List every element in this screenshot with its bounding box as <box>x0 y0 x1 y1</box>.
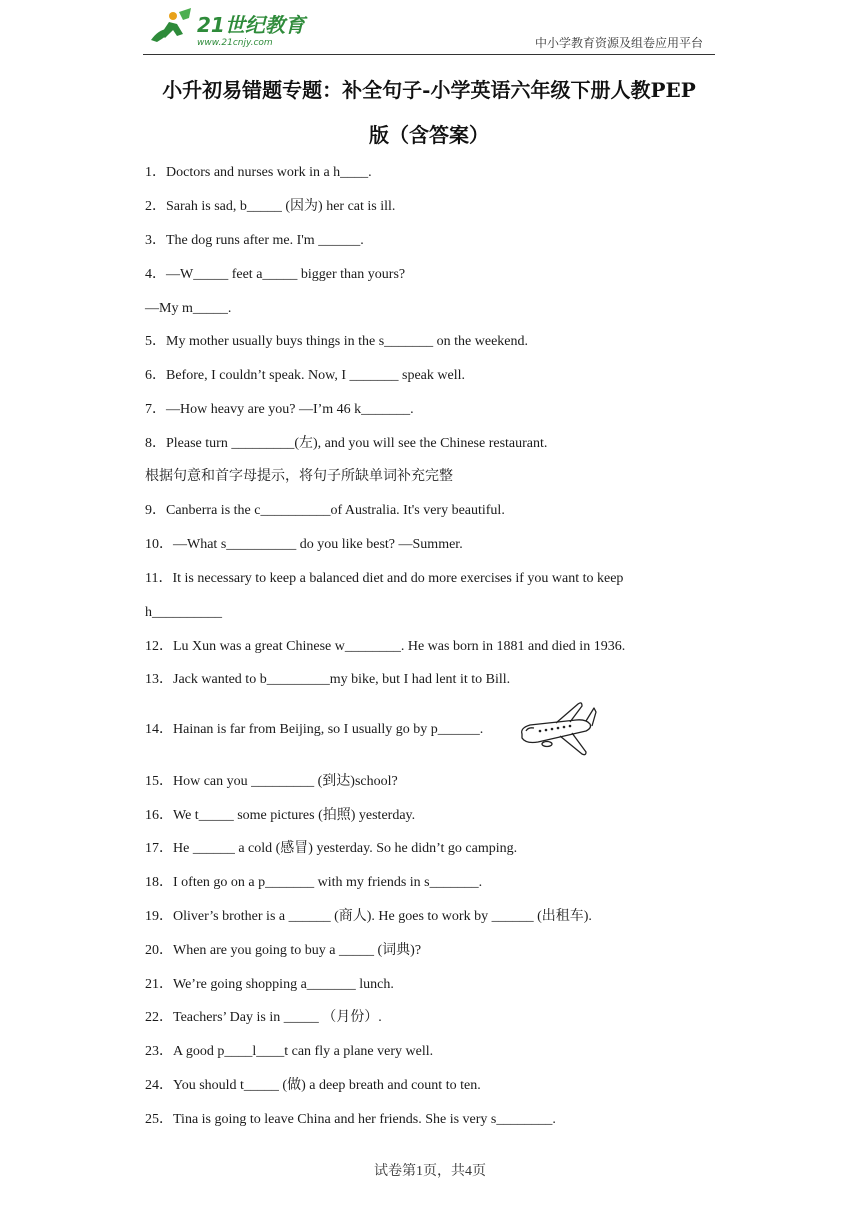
question-15: 15．How can you _________ (到达)school? <box>145 774 398 789</box>
question-13: 13．Jack wanted to b_________my bike, but I had lent it to Bill. <box>145 672 511 687</box>
site-logo <box>143 6 313 50</box>
question-20: 20．When are you going to buy a _____ (词典)? <box>145 943 422 958</box>
question-6: 6．Before, I couldn’t speak. Now, I _______ speak well. <box>145 368 465 383</box>
document-title-line-2: 版（含答案） <box>369 123 489 147</box>
page-header <box>143 6 715 55</box>
question-5: 5．My mother usually buys things in the s_______ on the weekend. <box>145 334 529 349</box>
question-21: 21．We’re going shopping a_______ lunch. <box>145 977 394 992</box>
question-11: 11．It is necessary to keep a balanced diet and do more exercises if you want to keep <box>145 571 624 586</box>
question-12: 12．Lu Xun was a great Chinese w________. He was born in 1881 and died in 1936. <box>145 639 626 654</box>
question-18: 18．I often go on a p_______ with my friends in s_______. <box>145 875 483 890</box>
question-24: 24．You should t_____ (做) a deep breath and count to ten. <box>145 1078 481 1093</box>
question-16: 16．We t_____ some pictures (拍照) yesterday. <box>145 808 416 823</box>
platform-name: 中小学教育资源及组卷应用平台 <box>534 36 703 50</box>
page-footer: 试卷第1页，共4页 <box>374 1164 486 1179</box>
svg-text:21世纪教育: 21世纪教育 <box>197 13 305 37</box>
question-25: 25．Tina is going to leave China and her friends. She is very s________. <box>145 1112 556 1127</box>
question-1: 1．Doctors and nurses work in a h____. <box>145 165 372 180</box>
question-23: 23．A good p____l____t can fly a plane very well. <box>145 1044 434 1059</box>
question-4: 4．—W_____ feet a_____ bigger than yours? <box>145 267 406 282</box>
section-instruction: 根据句意和首字母提示，将句子所缺单词补充完整 <box>145 469 453 484</box>
question-19: 19．Oliver’s brother is a ______ (商人). He goes to work by ______ (出租车). <box>145 909 592 924</box>
document-title-line-1: 小升初易错题专题：补全句子-小学英语六年级下册人教PEP <box>162 78 696 102</box>
question-17: 17．He ______ a cold (感冒) yesterday. So he didn’t go camping. <box>145 841 518 856</box>
runner-icon <box>151 8 191 42</box>
question-9: 9．Canberra is the c__________of Australia. It's very beautiful. <box>145 503 505 518</box>
question-7: 7．—How heavy are you? —I’m 46 k_______. <box>145 402 414 417</box>
svg-text:www.21cnjy.com: www.21cnjy.com <box>197 38 273 48</box>
question-22: 22．Teachers’ Day is in _____ （月份）. <box>145 1010 382 1025</box>
question-8: 8．Please turn _________(左), and you will see the Chinese restaurant. <box>145 436 548 451</box>
question-11-continued: h__________ <box>145 605 222 620</box>
airplane-icon <box>516 698 598 762</box>
question-2: 2．Sarah is sad, b_____ (因为) her cat is ill. <box>145 199 396 214</box>
question-14: 14．Hainan is far from Beijing, so I usually go by p______. <box>145 722 484 737</box>
question-10: 10．—What s__________ do you like best? —Summer. <box>145 537 463 552</box>
question-4-answer-line: —My m_____. <box>145 301 232 316</box>
question-3: 3．The dog runs after me. I'm ______. <box>145 233 364 248</box>
